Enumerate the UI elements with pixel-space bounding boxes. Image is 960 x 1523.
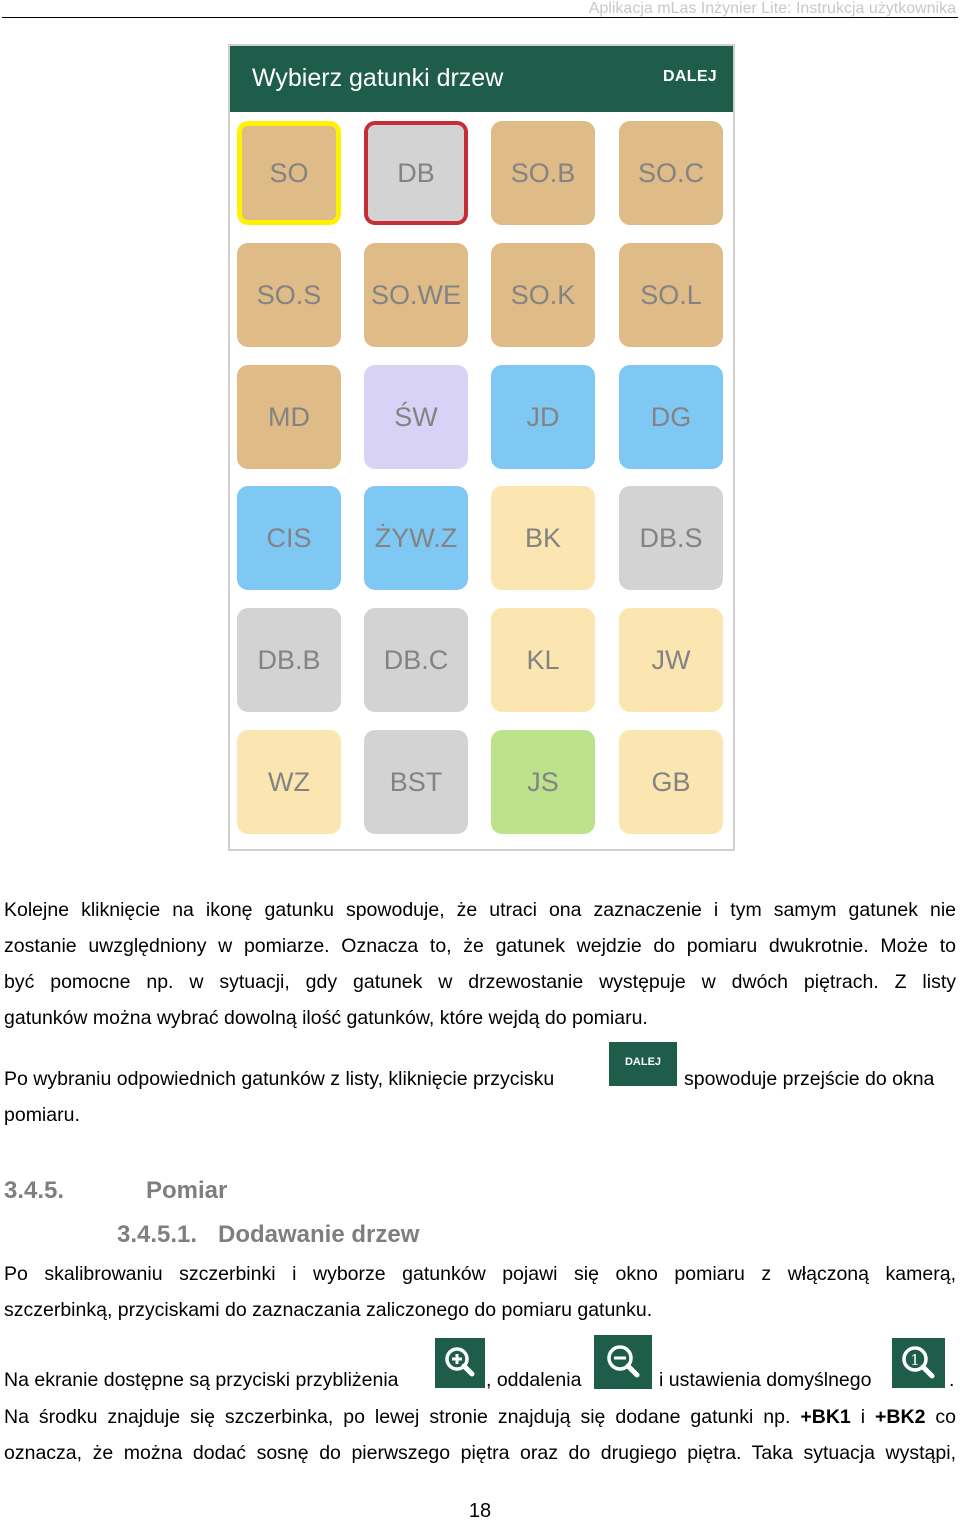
species-label: SO.WE xyxy=(370,279,461,310)
text-line: być pomocne np. w sytuacji, gdy gatunek w drzewostanie występuje w dwóch piętrach. Z listy xyxy=(4,971,956,993)
species-label: DB.B xyxy=(257,644,321,675)
app-bar xyxy=(230,46,733,112)
species-label: CIS xyxy=(266,522,312,553)
species-tile[interactable] xyxy=(491,730,595,834)
species-tile[interactable] xyxy=(364,730,468,834)
header-rule xyxy=(2,17,958,18)
bk2-label: +BK2 xyxy=(875,1406,926,1428)
species-label: BST xyxy=(389,766,443,797)
species-label: SO xyxy=(269,157,309,188)
species-tile[interactable] xyxy=(491,243,595,347)
species-tile[interactable] xyxy=(491,608,595,712)
species-tile[interactable] xyxy=(237,121,341,225)
species-tile[interactable] xyxy=(364,486,468,590)
species-label: SO.L xyxy=(640,279,702,310)
species-tile[interactable] xyxy=(619,730,723,834)
screen-title: Wybierz gatunki drzew xyxy=(252,64,504,92)
species-tile[interactable] xyxy=(364,121,468,225)
text-segment: co xyxy=(925,1406,957,1428)
species-label: MD xyxy=(268,401,310,432)
species-label: ŻYW.Z xyxy=(374,522,458,553)
species-label: JS xyxy=(527,766,559,797)
species-tile[interactable] xyxy=(619,365,723,469)
species-tile[interactable] xyxy=(364,365,468,469)
text-period: . xyxy=(949,1369,955,1391)
text-default: i ustawienia domyślnego xyxy=(659,1369,872,1391)
species-label: JW xyxy=(651,644,691,675)
species-tile[interactable] xyxy=(491,365,595,469)
next-button[interactable]: DALEJ xyxy=(663,68,717,85)
text-line: Po skalibrowaniu szczerbinki i wyborze gatunków pojawi się okno pomiaru z włączoną kamerą, xyxy=(4,1263,956,1285)
svg-text:1: 1 xyxy=(910,1351,920,1369)
species-label: DB xyxy=(397,157,435,188)
species-label: SO.K xyxy=(510,279,576,310)
text-line: Kolejne kliknięcie na ikonę gatunku spowoduje, że utraci ona zaznaczenie i tym samym gatunek nie xyxy=(4,899,956,921)
species-label: ŚW xyxy=(394,401,438,432)
species-tile[interactable] xyxy=(237,486,341,590)
paragraph-measurement xyxy=(4,1256,956,1328)
species-label: WZ xyxy=(268,766,310,797)
species-tile[interactable] xyxy=(619,486,723,590)
section-number: 3.4.5. xyxy=(4,1177,65,1204)
species-tile[interactable] xyxy=(237,365,341,469)
bk1-label: +BK1 xyxy=(800,1406,851,1428)
species-tile[interactable] xyxy=(491,121,595,225)
species-tile[interactable] xyxy=(237,730,341,834)
section-title: Pomiar xyxy=(146,1177,228,1204)
species-tile[interactable] xyxy=(619,243,723,347)
dalej-button-image xyxy=(609,1042,677,1086)
species-label: BK xyxy=(524,522,562,553)
species-label: JD xyxy=(526,401,560,432)
zoom-in-icon xyxy=(435,1338,485,1388)
species-label: KL xyxy=(526,644,560,675)
subsection-title: Dodawanie drzew xyxy=(218,1221,420,1248)
species-label: DG xyxy=(650,401,692,432)
text-line: szczerbinką, przyciskami do zaznaczania zaliczonego do pomiaru gatunku. xyxy=(4,1299,653,1321)
subsection-number: 3.4.5.1. xyxy=(117,1221,198,1248)
species-tile[interactable] xyxy=(237,243,341,347)
species-label: GB xyxy=(651,766,691,797)
phone-screenshot xyxy=(228,44,735,851)
text-line xyxy=(4,1399,956,1435)
text-segment: i xyxy=(850,1406,876,1428)
running-header: Aplikacja mLas Inżynier Lite: Instrukcja użytkownika xyxy=(588,0,956,17)
zoom-reset-icon xyxy=(892,1338,945,1388)
text-zoom-intro: Na ekranie dostępne są przyciski przybliżenia xyxy=(4,1369,399,1391)
species-tile[interactable] xyxy=(619,608,723,712)
text-zoom-out: , oddalenia xyxy=(486,1369,582,1391)
text-line: oznacza, że można dodać sosnę do pierwszego piętra oraz do drugiego piętra. Taka sytuacja wystąpi, xyxy=(4,1442,956,1464)
species-label: DB.S xyxy=(639,522,703,553)
text-segment: Na środku znajduje się szczerbinka, po lewej stronie znajdują się dodane gatunki np. xyxy=(4,1406,801,1428)
text-end: pomiaru. xyxy=(4,1104,80,1126)
species-label: SO.B xyxy=(510,157,576,188)
species-tile[interactable] xyxy=(619,121,723,225)
text-before-button: Po wybraniu odpowiednich gatunków z listy, kliknięcie przycisku xyxy=(4,1068,555,1090)
species-tile[interactable] xyxy=(364,608,468,712)
species-tile[interactable] xyxy=(491,486,595,590)
paragraph-center xyxy=(4,1399,956,1471)
dalej-button-label: DALEJ xyxy=(624,1056,662,1068)
text-line: gatunków można wybrać dowolną ilość gatunków, które wejdą do pomiaru. xyxy=(4,1007,648,1029)
species-label: SO.C xyxy=(637,157,704,188)
species-label: DB.C xyxy=(383,644,449,675)
species-tile[interactable] xyxy=(237,608,341,712)
zoom-out-icon xyxy=(594,1335,652,1389)
paragraph-deselect xyxy=(4,892,956,1036)
page-number: 18 xyxy=(468,1500,492,1522)
text-after-button: spowoduje przejście do okna xyxy=(684,1068,935,1090)
text-line: zostanie uwzględniony w pomiarze. Oznacza to, że gatunek wejdzie do pomiaru dwukrotnie. Może to xyxy=(4,935,956,957)
species-label: SO.S xyxy=(256,279,322,310)
species-tile[interactable] xyxy=(364,243,468,347)
